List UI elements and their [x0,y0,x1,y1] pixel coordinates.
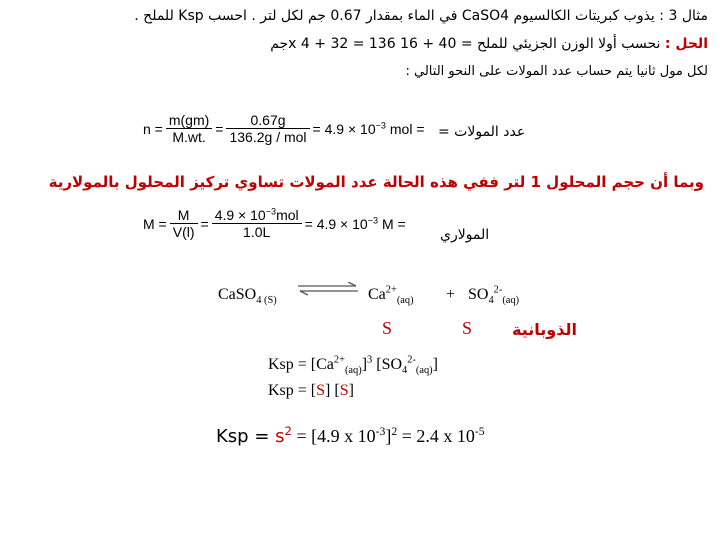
moles-fraction-2 [226,112,309,145]
moles-num-1: m(gm) [166,112,212,129]
equilibrium-arrow-icon [296,282,360,296]
moles-equation [140,112,428,145]
molarity-den-2: 1.0L [243,224,271,240]
note-line: وبما أن حجم المحلول 1 لتر ففي هذه الحالة عدد المولات تساوي تركيز المحلول بالمولارية [48,173,704,191]
ksp-substitution: Ksp = [S] [S] [268,382,354,399]
moles-label: عدد المولات = [438,124,526,140]
molarity-lhs: M = [143,215,167,232]
molarity-result: = $4.9 \times 10^{-3}$ M = [304,214,406,232]
moles-result: = $4.9 \times 10^{-3}$ mol = [312,119,425,137]
anion: $SO_4^{2-}_{(aq)}$ [468,284,520,307]
solution-label: الحل : [664,36,708,52]
solubility-s-anion: S [462,318,473,338]
molarity-equation [140,207,409,240]
moles-den-1: M.wt. [172,129,206,145]
reactant: CaSO$_4$ $_{(S)}$ [218,286,277,307]
moles-den-2: 136.2g / mol [229,129,307,145]
solubility-s-cation: S [382,318,393,338]
molarity-fraction-2 [212,207,302,240]
molarity-fraction-1 [170,207,198,240]
molarity-num-2: $4.9 \times 10^{-3}mol$ [212,207,302,224]
plus-sign: + [446,286,456,303]
solubility-label: الذوبانية [512,320,577,339]
cation: $Ca^{2+}_{(aq)}$ [368,284,414,307]
moles-lhs: n = [143,120,163,137]
molecular-weight-text: نحسب أولا الوزن الجزيئي للملح = 40 + 16 x 4 + 32 = 136جم [270,36,661,52]
ksp-result: Ksp = $s^2 = [4.9$ x $10^{-3}]^2 = 2.4$ x $10^{-5}$ [216,424,485,447]
example-statement: مثال 3 : يذوب كبريتات الكالسيوم CaSO4 في الماء بمقدار 0.67 جم لكل لتر . احسب Ksp للملح . [134,8,708,24]
molarity-label: المولاري [440,227,490,243]
moles-eq: = [215,120,224,137]
molarity-num-1: M [170,207,198,224]
ksp-expression: Ksp = $[Ca^{2+}_{(aq)}]^3$ $[SO_4^{2-}_{(aq)}]$ [268,354,438,377]
moles-fraction-1 [166,112,212,145]
moles-intro: لكل مول ثانيا يتم حساب عدد المولات على النحو التالي : [405,64,708,79]
molarity-den-1: V(l) [172,224,195,240]
solution-line [270,36,708,52]
moles-num-2: 0.67g [226,112,309,129]
molarity-eq: = [200,215,209,232]
